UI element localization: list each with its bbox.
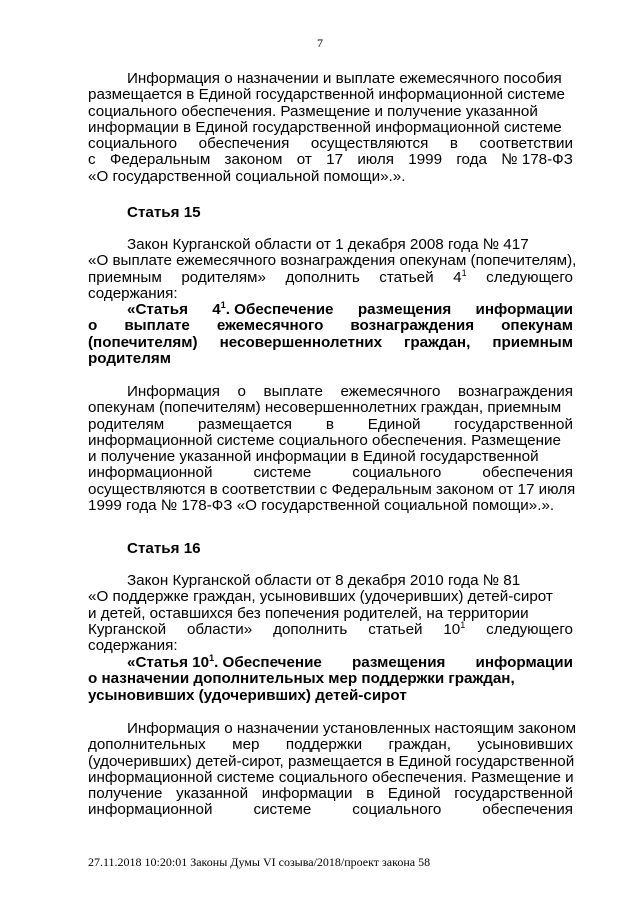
text-segment: в [325,415,334,433]
text-segment: обеспечения [482,801,573,819]
text-segment: Единой [387,785,441,803]
text-segment: о [88,317,98,335]
text-segment: государственной [454,785,573,803]
text-segment: информационной [88,464,213,482]
text-segment: родителям [88,349,171,367]
text-segment: размещается в Единой государственной информационной системе [88,86,565,104]
text-segment: июля [357,151,394,169]
text-segment: «Статья [127,301,188,318]
text-line [88,671,573,687]
text-segment: и получение указанной информации в Единой государственной [88,448,539,466]
text-segment: граждан, [404,333,471,351]
text-segment: содержания: [88,284,178,302]
paragraph-article-10-1-body [88,720,577,819]
text-segment: и детей, оставшихся без попечения родителей, на территории [88,604,529,622]
text-segment: социального обеспечения. Размещение и получение указанной [88,102,538,120]
text-segment: дополнить [273,620,348,638]
text-segment: «Статья $10^1$. Обеспечение [127,653,322,671]
text-segment: дополнить [285,268,360,286]
text-segment: ежемесячного [216,317,324,335]
article-10-1-title [88,655,573,704]
text-segment: мер [232,736,260,754]
text-segment: Единой [367,415,421,433]
document-footer: 27.11.2018 10:20:01 Законы Думы VI созыва/2018/проект закона 58 [88,855,431,869]
text-segment: законом [224,151,283,169]
text-segment: «О выплате ежемесячного вознаграждения опекунам (попечителям), [88,252,577,270]
text-segment: указанной [176,785,249,803]
text-line [88,302,573,318]
text-segment: получение [88,785,163,803]
text-segment: 1999 [408,151,443,169]
text-line [88,267,573,286]
text-line [88,351,573,367]
text-segment: № 178-ФЗ [501,151,573,169]
text-line [88,169,573,185]
text-segment: поддержки [285,736,363,754]
paragraph-article-15-intro [88,236,577,302]
article-16-heading: Статья 16 [127,540,201,557]
text-line [88,136,573,152]
text-segment: информации в Единой государственной информационной системе [88,118,562,136]
paragraph-info-allowance [88,71,573,185]
text-line [88,252,577,270]
text-line [88,770,573,786]
text-segment: социального [88,135,178,153]
text-segment: 1999 года № 178-ФЗ «О государственной социальной помощи».». [88,497,555,515]
text-segment: статьей [379,268,434,286]
text-segment: обеспечения [198,135,290,153]
text-segment: года [456,151,487,169]
text-line [88,573,573,589]
text-segment: информации [475,301,573,318]
text-line [88,688,573,704]
text-segment: опекунам (попечителям) несовершеннолетних граждан, приемным [88,399,562,417]
text-segment: области» [186,620,253,638]
text-line [88,335,573,351]
text-segment: $4^1$ [453,267,467,286]
text-segment: системе [253,464,312,482]
text-segment: статьей [368,620,423,638]
text-line [88,286,573,302]
text-segment: в [366,785,375,803]
text-segment: осуществляются [310,135,429,153]
text-segment: $4^1$. Обеспечение [212,300,334,318]
text-segment: приемным [88,268,162,286]
text-segment: вознаграждения [350,317,475,335]
text-segment: Информация о назначении установленных настоящим законом [127,720,577,737]
text-segment: Информация [127,383,220,400]
text-segment: усыновивших (удочеривших) детей-сирот [88,686,407,704]
text-line [88,433,573,449]
text-segment: выплате [124,317,190,335]
text-line [88,638,573,654]
text-segment: содержания: [88,637,178,655]
text-segment: опекунам [501,317,573,335]
text-line [88,589,573,605]
text-segment: Закон Курганской области от 8 декабря 2010 года № 81 [127,572,521,589]
text-line [88,498,573,514]
paragraph-article-4-1-body [88,383,576,515]
text-segment: информации [475,654,573,671]
text-segment: размещения [352,654,446,671]
text-segment: информации [261,785,353,803]
text-line [88,737,573,753]
text-segment: соответствии [479,135,573,153]
article-15-heading: Статья 15 [127,204,201,221]
text-line [88,754,573,770]
text-segment: информационной [88,801,213,819]
text-segment: размещения [357,301,452,318]
text-segment: следующего [486,268,573,286]
text-segment: вознаграждения [458,383,573,400]
text-line [88,480,576,498]
text-segment: дополнительных [88,736,206,754]
text-segment: государственной [454,415,573,433]
text-segment: о назначении дополнительных мер поддержки граждан, [88,670,515,688]
text-segment: усыновивших [477,736,573,754]
text-segment: «О поддержке граждан, усыновивших (удочеривших) детей-сирот [88,588,553,606]
text-line [88,400,573,416]
text-segment: информационной системе социального обеспечения. Размещение [88,431,561,449]
text-segment: системе [253,801,312,819]
text-line [88,237,573,253]
text-segment: осуществляются в соответствии с Федеральным законом от 17 июля [88,480,576,498]
text-segment: несовершеннолетних [219,333,383,351]
text-line [88,786,573,802]
text-segment: о [237,383,246,400]
text-segment: информационной системе социального обеспечения. Размещение и [88,768,574,786]
text-line [88,720,577,737]
text-segment: родителям» [181,268,266,286]
text-segment: Федеральным [109,151,211,169]
text-line [88,465,573,481]
text-segment: «О государственной социальной помощи».». [88,167,406,185]
text-line [88,417,573,433]
text-line [88,619,573,638]
text-segment: приемным [492,333,573,351]
text-segment: с [88,151,96,169]
text-line [88,384,573,400]
text-line [88,606,573,622]
text-segment: (попечителям) [88,333,198,351]
text-segment: $10^1$ [443,619,466,638]
text-segment: Информация о назначении и выплате ежемесячного пособия [127,70,562,87]
text-segment: Закон Курганской области от 1 декабря 2008 года № 417 [127,236,529,253]
text-segment: обеспечения [482,464,573,482]
text-line [88,318,573,334]
text-segment: 17 [326,151,344,169]
text-segment: в [449,135,458,153]
text-line [88,120,573,136]
text-segment: родителям [88,415,165,433]
text-segment: (удочеривших) детей-сирот, размещается в Единой государственной [88,752,575,770]
text-line [88,71,573,87]
text-segment: ежемесячного [340,383,441,400]
text-segment: социального [352,801,442,819]
text-line [88,802,573,818]
text-segment: Курганской [88,620,167,638]
text-line [88,152,573,168]
text-segment: граждан, [388,736,451,754]
text-segment: следующего [486,620,573,638]
text-line [88,104,573,120]
text-line [88,655,573,671]
page-number: 7 [317,36,323,50]
text-segment: размещается [197,415,293,433]
article-4-1-title [88,302,573,367]
text-segment: от [296,151,312,169]
text-line [88,87,573,103]
text-segment: социального [352,464,442,482]
text-segment: выплате [263,383,323,400]
text-line [88,449,573,465]
paragraph-article-16-intro [88,573,573,654]
